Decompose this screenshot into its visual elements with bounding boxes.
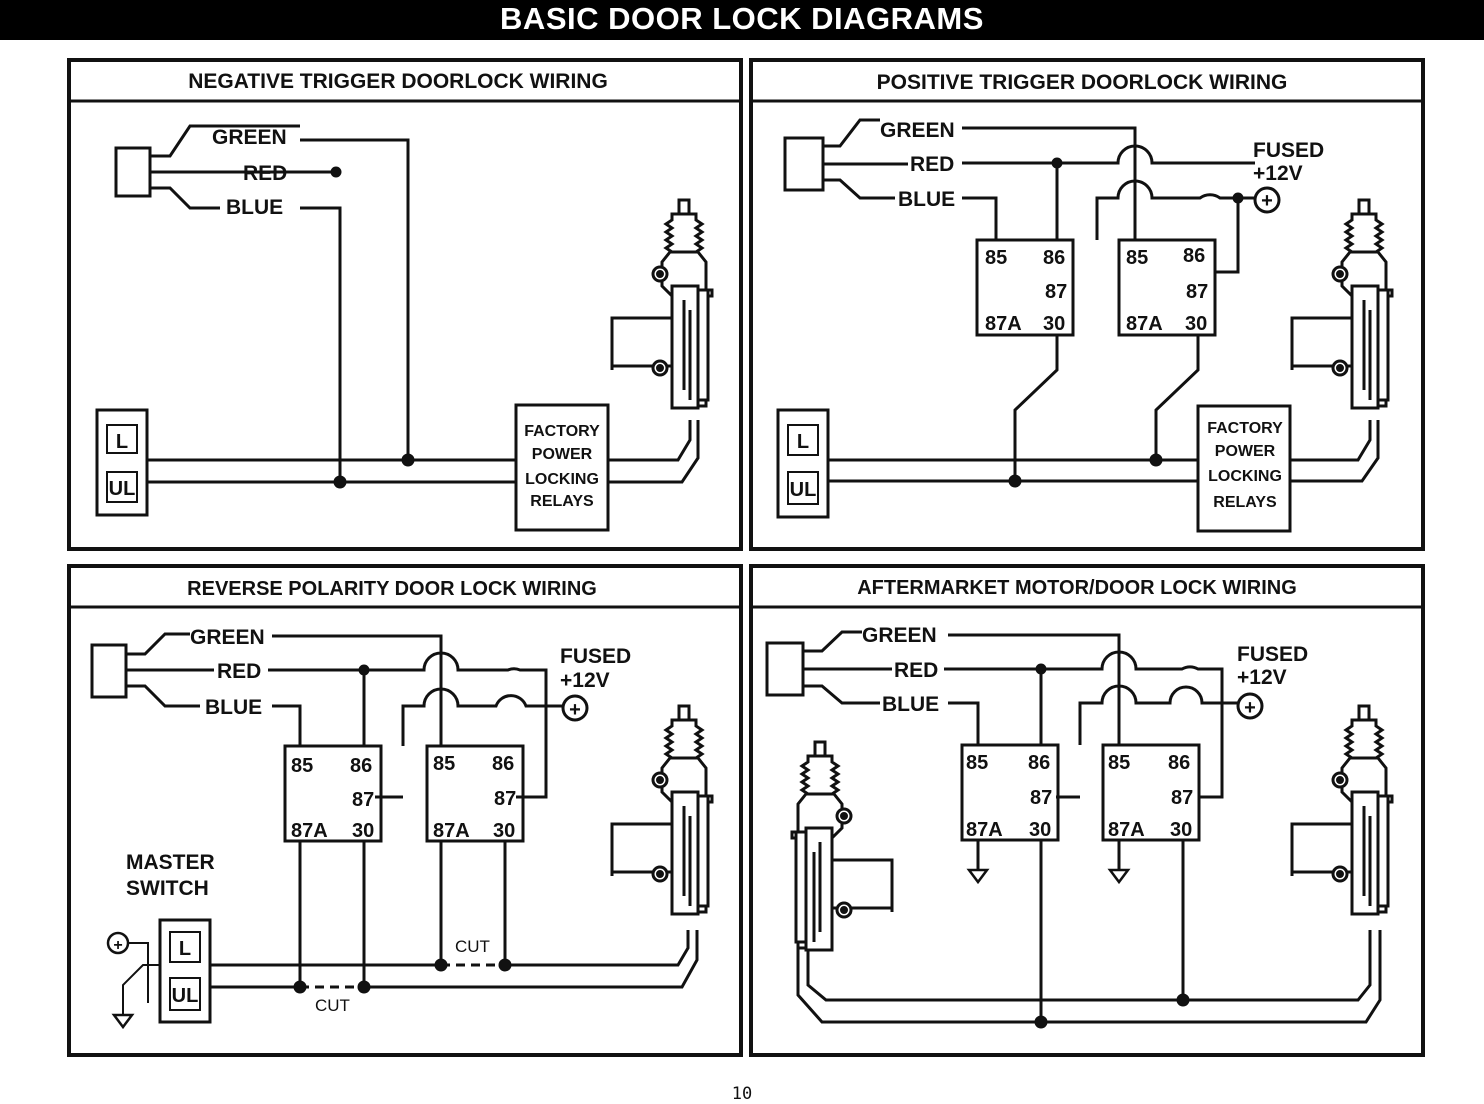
relay2-87a: 87A	[433, 820, 470, 842]
relay2-87: 87	[494, 788, 517, 810]
panel-title-aftermarket: AFTERMARKET MOTOR/DOOR LOCK WIRING	[857, 577, 1297, 599]
wire-label-blue: BLUE	[205, 696, 263, 719]
panel-negative-trigger	[69, 60, 741, 549]
relay1-30: 30	[352, 820, 375, 842]
cut-label-upper: CUT	[455, 937, 490, 956]
relay1-87: 87	[1030, 787, 1053, 809]
harness-connector	[785, 138, 823, 190]
relay1-85: 85	[966, 752, 989, 774]
relay2-30: 30	[1170, 819, 1193, 841]
plus-icon: +	[569, 699, 581, 721]
panel-title-positive: POSITIVE TRIGGER DOORLOCK WIRING	[876, 71, 1288, 94]
plus-icon: +	[113, 937, 123, 954]
wire-label-red: RED	[894, 659, 939, 682]
switch-unlock-label: UL	[108, 478, 136, 500]
relay1-86: 86	[1043, 247, 1066, 269]
plus-icon: +	[1261, 190, 1273, 212]
relay1-87a: 87A	[966, 819, 1003, 841]
panel-aftermarket	[751, 566, 1423, 1055]
relay2-86: 86	[492, 753, 515, 775]
switch-lock-label: L	[178, 938, 192, 960]
fused-voltage: +12V	[1253, 162, 1303, 185]
factory-label-3: LOCKING	[525, 471, 599, 488]
relay1-85: 85	[291, 755, 314, 777]
relay1-87a: 87A	[985, 313, 1022, 335]
wire-label-blue: BLUE	[898, 188, 956, 211]
door-lock-actuator-left	[792, 742, 892, 950]
door-lock-actuator-right	[1292, 706, 1392, 914]
switch-unlock-label: UL	[789, 479, 817, 501]
panel-title-reverse: REVERSE POLARITY DOOR LOCK WIRING	[187, 578, 597, 600]
factory-label-2: POWER	[531, 446, 593, 463]
factory-label-4: RELAYS	[1213, 494, 1277, 511]
door-lock-actuator	[612, 706, 712, 914]
fused-voltage: +12V	[560, 669, 610, 692]
factory-label-2: POWER	[1214, 443, 1276, 460]
relay2-30: 30	[1185, 313, 1208, 335]
relay1-86: 86	[350, 755, 373, 777]
relay2-87: 87	[1171, 787, 1194, 809]
wire-label-red: RED	[910, 153, 955, 176]
master-switch-label-2: SWITCH	[126, 877, 209, 900]
panel-reverse-polarity	[69, 566, 741, 1055]
relay1-85: 85	[985, 247, 1008, 269]
switch-unlock-label: UL	[171, 985, 199, 1007]
fused-label: FUSED	[1237, 643, 1309, 666]
relay2-87a: 87A	[1108, 819, 1145, 841]
page-title: BASIC DOOR LOCK DIAGRAMS	[500, 1, 984, 36]
factory-label-3: LOCKING	[1208, 468, 1282, 485]
panel-title-negative: NEGATIVE TRIGGER DOORLOCK WIRING	[188, 70, 608, 93]
wire-label-green: GREEN	[212, 126, 287, 149]
wire-label-green: GREEN	[190, 626, 265, 649]
relay1-30: 30	[1029, 819, 1052, 841]
factory-label-4: RELAYS	[530, 493, 594, 510]
relay2-30: 30	[493, 820, 516, 842]
wire-label-blue: BLUE	[226, 196, 284, 219]
harness-connector	[92, 645, 126, 697]
wire-label-green: GREEN	[880, 119, 955, 142]
panel-positive-labels	[790, 71, 1325, 511]
wire-label-green: GREEN	[862, 624, 937, 647]
switch-lock-label: L	[796, 431, 810, 453]
relay1-87a: 87A	[291, 820, 328, 842]
panel-reverse-labels	[113, 578, 631, 1015]
relay2-87a: 87A	[1126, 313, 1163, 335]
page-number: 10	[731, 1084, 753, 1104]
relay2-85: 85	[1126, 247, 1149, 269]
fused-label: FUSED	[1253, 139, 1325, 162]
switch-lock-label: L	[115, 431, 129, 453]
wire-label-red: RED	[243, 162, 288, 185]
harness-connector	[116, 148, 150, 196]
fused-voltage: +12V	[1237, 666, 1287, 689]
relay1-30: 30	[1043, 313, 1066, 335]
wire-label-red: RED	[217, 660, 262, 683]
relay1-87: 87	[1045, 281, 1068, 303]
door-lock-actuator	[1292, 200, 1392, 408]
master-switch-label-1: MASTER	[126, 851, 215, 874]
wire-label-blue: BLUE	[882, 693, 940, 716]
relay2-86: 86	[1183, 245, 1206, 267]
harness-connector	[767, 643, 803, 695]
door-lock-actuator	[612, 200, 712, 408]
relay2-85: 85	[433, 753, 456, 775]
plus-icon: +	[1244, 697, 1256, 719]
panel-positive-trigger	[751, 60, 1423, 549]
relay2-87: 87	[1186, 281, 1209, 303]
relay2-85: 85	[1108, 752, 1131, 774]
cut-label-lower: CUT	[315, 996, 350, 1015]
relay1-86: 86	[1028, 752, 1051, 774]
fused-label: FUSED	[560, 645, 632, 668]
relay1-87: 87	[352, 789, 375, 811]
relay2-86: 86	[1168, 752, 1191, 774]
factory-label-1: FACTORY	[524, 423, 600, 440]
factory-label-1: FACTORY	[1207, 420, 1283, 437]
panel-aftermarket-labels	[857, 577, 1308, 841]
